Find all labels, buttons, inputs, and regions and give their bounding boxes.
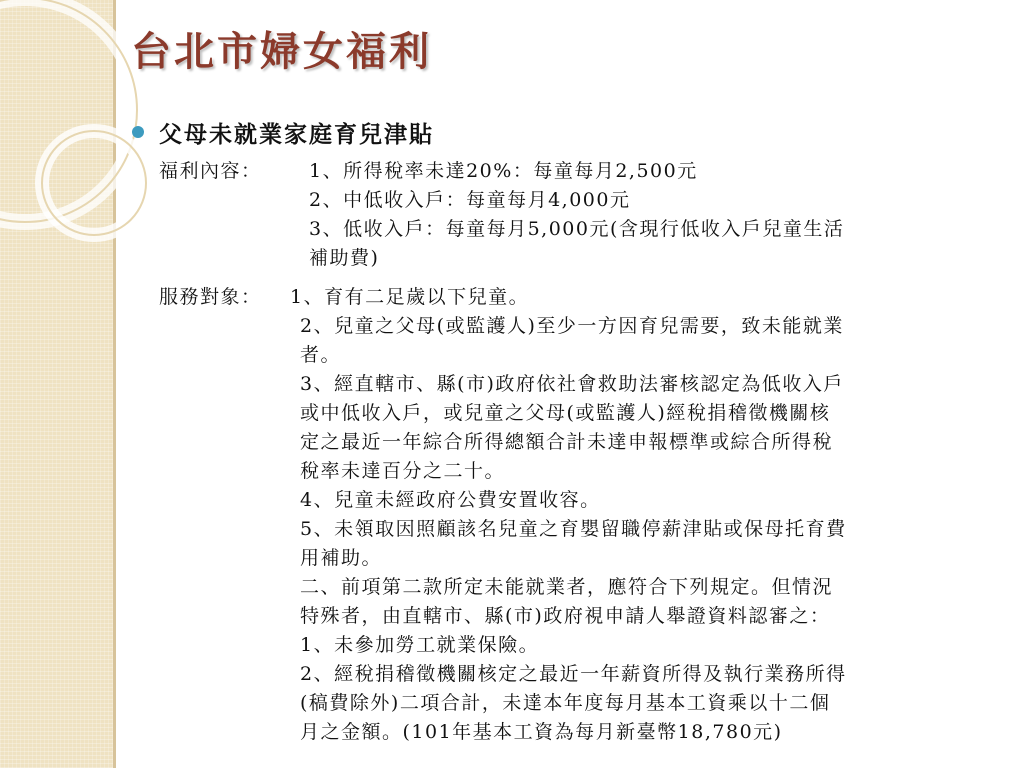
welfare-line: 1、所得稅率未達20%：每童每月2,500元 <box>309 160 698 182</box>
welfare-line: 3、低收入戶：每童每月5,000元(含現行低收入戶兒童生活 <box>309 218 845 240</box>
service-line: 稅率未達百分之二十。 <box>300 460 506 482</box>
service-line: 2、經稅捐稽徵機關核定之最近一年薪資所得及執行業務所得 <box>300 663 847 685</box>
decorative-sidebar <box>0 0 113 768</box>
service-line: 特殊者，由直轄市、縣(市)政府視申請人舉證資料認審之： <box>300 605 831 627</box>
welfare-line: 2、中低收入戶：每童每月4,000元 <box>309 189 631 211</box>
service-line: 二、前項第二款所定未能就業者，應符合下列規定。但情況 <box>300 576 834 598</box>
service-line: 4、兒童未經政府公費安置收容。 <box>300 489 601 511</box>
sidebar-divider <box>113 0 116 768</box>
service-line: (稿費除外)二項合計，未達本年度每月基本工資乘以十二個 <box>300 692 831 714</box>
service-line: 者。 <box>300 344 342 366</box>
service-line: 月之金額。(101年基本工資為每月新臺幣18,780元) <box>300 721 783 743</box>
slide-title: 台北市婦女福利 <box>131 28 432 75</box>
bullet-icon <box>132 126 144 138</box>
service-line: 5、未領取因照顧該名兒童之育嬰留職停薪津貼或保母托育費 <box>300 518 847 540</box>
service-line: 2、兒童之父母(或監護人)至少一方因育兒需要，致未能就業 <box>300 315 844 337</box>
service-line: 3、經直轄市、縣(市)政府依社會救助法審核認定為低收入戶 <box>300 373 844 395</box>
welfare-line: 補助費) <box>309 247 380 269</box>
service-line: 定之最近一年綜合所得總額合計未達申報標準或綜合所得稅 <box>300 431 834 453</box>
service-line: 1、未參加勞工就業保險。 <box>300 634 540 656</box>
service-line: 或中低收入戶，或兒童之父母(或監護人)經稅捐稽徵機關核 <box>300 402 831 424</box>
service-line: 1、育有二足歲以下兒童。 <box>290 286 530 308</box>
welfare-label: 福利內容： <box>159 160 262 182</box>
service-label: 服務對象： <box>159 286 262 308</box>
section-heading: 父母未就業家庭育兒津貼 <box>159 121 434 148</box>
service-line: 用補助。 <box>300 547 383 569</box>
